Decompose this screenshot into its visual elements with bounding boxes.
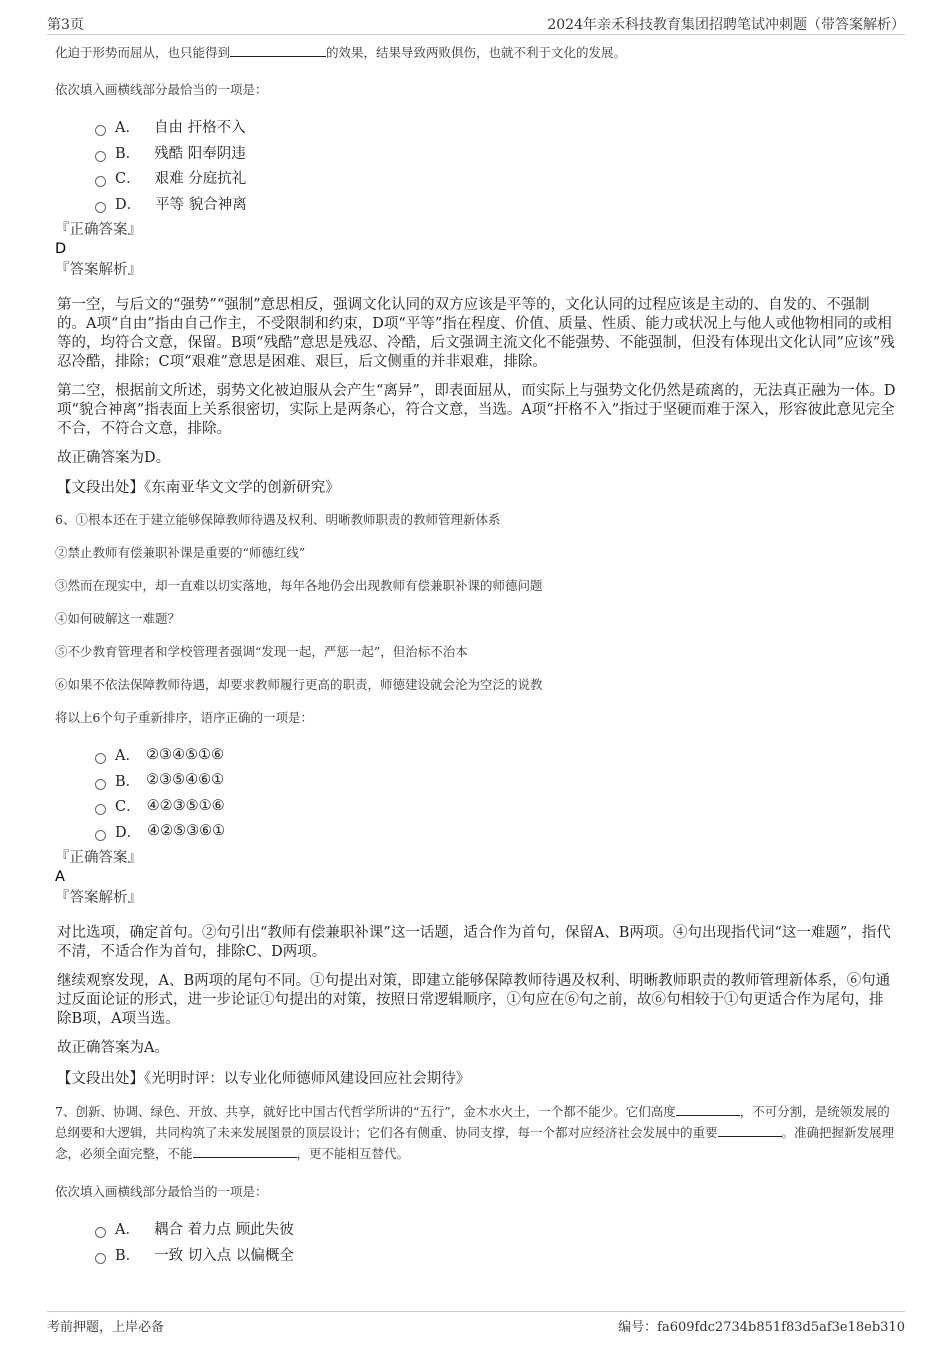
q6-option-c[interactable]: C． ④②③⑤①⑥ <box>55 793 897 819</box>
q6-analysis-2: 继续观察发现，A、B两项的尾句不同。①句提出对策，即建立能够保障教师待遇及权利、明晰教师职责的教师管理新体系，⑥句通过反面论证的形式，进一步论证①句提出的对策，按照日常逻辑顺序，①句应在⑥句之前，故⑥句相较于①句更适合作为尾句，排除B项，A项当选。 <box>57 973 891 1027</box>
q6-answer-label: 『正确答案』 <box>55 850 142 866</box>
q7-options <box>55 1216 897 1267</box>
q5-answer: D <box>55 241 67 257</box>
page-number: 第3页 <box>47 17 84 33</box>
q5-options <box>55 114 897 216</box>
q5-answer-label: 『正确答案』 <box>55 222 142 238</box>
q6-source: 【文段出处】《光明时评：以专业化师德师风建设回应社会期待》 <box>57 1071 471 1087</box>
q5-analysis-2: 第二空，根据前文所述，弱势文化被迫服从会产生“离异”，即表面屈从，而实际上与强势文化仍然是疏离的，无法真正融为一体。D项“貌合神离”指表面上关系很密切，实际上是两条心，符合文意，当选。A项“扞格不入”指过于坚硬而难于深入，形容彼此意见完全不合，不符合文意，排除。 <box>57 383 896 437</box>
q6-analysis-label: 『答案解析』 <box>55 890 142 906</box>
page-content <box>55 40 897 1267</box>
radio-icon[interactable] <box>95 125 106 136</box>
q5-analysis-label: 『答案解析』 <box>55 262 142 278</box>
q7-option-b[interactable]: B． 一致 切入点 以偏概全 <box>55 1242 897 1268</box>
q7-blank-1 <box>676 1101 740 1116</box>
q6-sentence-6: ⑥如果不依法保障教师待遇，却要求教师履行更高的职责，师德建设就会沦为空泛的说教 <box>55 677 543 692</box>
q5-analysis-3: 故正确答案为D。 <box>57 450 171 466</box>
q6-sentence-2: ②禁止教师有偿兼职补课是重要的“师德红线” <box>55 545 306 560</box>
radio-icon[interactable] <box>95 1253 106 1264</box>
radio-icon[interactable] <box>95 1227 106 1238</box>
footer-slogan: 考前押题，上岸必备 <box>47 1320 165 1335</box>
q5-stem: 化迫于形势而屈从，也只能得到 的效果，结果导致两败俱伤，也就不利于文化的发展。 <box>55 42 897 63</box>
q6-analysis-1: 对比选项，确定首句。②句引出“教师有偿兼职补课”这一话题，适合作为首句，保留A、B两项。④句出现指代词“这一难题”，指代不清，不适合作为首句，排除C、D两项。 <box>57 925 891 960</box>
q6-option-b[interactable]: B． ②③⑤④⑥① <box>55 768 897 794</box>
document-title: 2024年亲禾科技教育集团招聘笔试冲刺题（带答案解析） <box>547 17 905 33</box>
q7-blank-2 <box>718 1122 782 1137</box>
q6-analysis-3: 故正确答案为A。 <box>57 1040 169 1056</box>
radio-icon[interactable] <box>95 779 106 790</box>
q6-sentence-3: ③然而在现实中，却一直难以切实落地，每年各地仍会出现教师有偿兼职补课的师德问题 <box>55 578 543 593</box>
q7-option-a[interactable]: A． 耦合 着力点 顾此失彼 <box>55 1216 897 1242</box>
q6-answer: A <box>55 869 65 885</box>
q6-sentence-1: 6、①根本还在于建立能够保障教师待遇及权利、明晰教师职责的教师管理新体系 <box>55 512 501 527</box>
page-footer <box>47 1311 905 1335</box>
q5-blank <box>230 42 326 57</box>
radio-icon[interactable] <box>95 202 106 213</box>
q7-prompt: 依次填入画横线部分最恰当的一项是： <box>55 1184 268 1199</box>
q5-analysis-1: 第一空，与后文的“强势”“强制”意思相反，强调文化认同的双方应该是平等的，文化认同的过程应该是主动的、自发的、不强制的。A项“自由”指由自己作主，不受限制和约束，D项“平等”指在程度、价值、质量、性质、能力或状况上与他人或他物相同的或相等的，均符合文意，保留。B项“残酷”意思是残忍、冷酷，后文强调主流文化不能强势、不能强制，但没有体现出文化认同”应该”残忍冷酷，排除；C项“艰难”意思是困难、艰巨，后文侧重的并非艰难，排除。 <box>57 297 895 370</box>
q6-sentence-5: ⑤不少教育管理者和学校管理者强调“发现一起，严惩一起”，但治标不治本 <box>55 644 468 659</box>
q5-option-a[interactable]: A． 自由 扞格不入 <box>55 114 897 140</box>
q6-options <box>55 742 897 844</box>
radio-icon[interactable] <box>95 753 106 764</box>
q6-option-a[interactable]: A． ②③④⑤①⑥ <box>55 742 897 768</box>
q7-blank-3 <box>193 1143 297 1158</box>
radio-icon[interactable] <box>95 830 106 841</box>
q6-option-d[interactable]: D． ④②⑤③⑥① <box>55 819 897 845</box>
q5-option-c[interactable]: C． 艰难 分庭抗礼 <box>55 165 897 191</box>
radio-icon[interactable] <box>95 804 106 815</box>
q5-prompt: 依次填入画横线部分最恰当的一项是： <box>55 82 268 97</box>
radio-icon[interactable] <box>95 151 106 162</box>
q6-prompt: 将以上6个句子重新排序，语序正确的一项是： <box>55 710 313 725</box>
q5-option-d[interactable]: D． 平等 貌合神离 <box>55 191 897 217</box>
page-header <box>47 8 905 35</box>
q5-option-b[interactable]: B． 残酷 阳奉阴违 <box>55 140 897 166</box>
q7-stem: 7、创新、协调、绿色、开放、共享，就好比中国古代哲学所讲的“五行”，金木水火土，一个都不能少。它们高度 ，不可分割，是统领发展的总纲要和大逻辑，共同构筑了未来发展图景的顶层设计；它们各有侧重、协同支撑，每一个都对应经济社会发展中的重要 。准确把握新发展理念，必须全面完整，不能 ，更不能相互替代。 <box>55 1101 897 1164</box>
document-id: 编号：fa609fdc2734b851f83d5af3e18eb310 <box>618 1320 905 1335</box>
q6-sentence-4: ④如何破解这一难题？ <box>55 611 181 626</box>
radio-icon[interactable] <box>95 176 106 187</box>
q5-source: 【文段出处】《东南亚华文文学的创新研究》 <box>57 480 340 496</box>
